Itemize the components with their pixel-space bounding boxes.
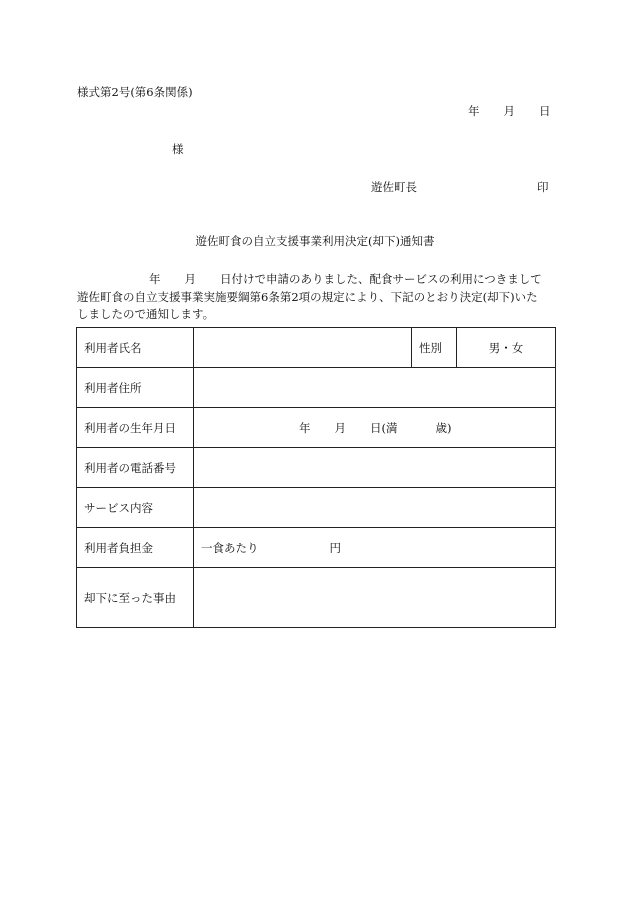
body-line-1-rest: 日付けで申請のありました、配食サービスの利用につきまして (220, 272, 542, 286)
table-row (77, 448, 556, 488)
form-number: 様式第2号(第6条関係) (77, 85, 193, 99)
body-line-3: しましたので通知します。 (77, 307, 215, 321)
table-row (77, 568, 556, 628)
body-month: 月 (184, 272, 196, 286)
recipient-info-table (76, 327, 556, 628)
address-label: 利用者住所 (77, 368, 194, 408)
table-row (77, 328, 556, 368)
cost-prefix: 一食あたり (201, 540, 259, 555)
reason-field[interactable] (194, 568, 556, 628)
issue-date (468, 103, 551, 119)
address-field[interactable] (194, 368, 556, 408)
date-month: 月 (503, 104, 515, 118)
cost-field[interactable] (194, 528, 556, 568)
issuer-title: 遊佐町長 (371, 180, 417, 194)
cost-label: 利用者負担金 (77, 528, 194, 568)
body-line-1 (77, 271, 557, 289)
gender-field[interactable]: 男・女 (457, 328, 556, 368)
body-year: 年 (149, 272, 161, 286)
table-row (77, 488, 556, 528)
birth-month: 月 (334, 420, 346, 435)
notice-body (77, 271, 557, 324)
birth-age: 歳) (435, 420, 452, 435)
phone-field[interactable] (194, 448, 556, 488)
table-row (77, 368, 556, 408)
document-title: 遊佐町食の自立支援事業利用決定(却下)通知書 (195, 234, 435, 248)
birth-field[interactable] (194, 408, 556, 448)
name-label: 利用者氏名 (77, 328, 194, 368)
date-year: 年 (468, 104, 480, 118)
date-day: 日 (539, 104, 551, 118)
gender-label: 性別 (412, 328, 457, 368)
seal-mark: 印 (537, 180, 549, 194)
reason-label: 却下に至った事由 (77, 568, 194, 628)
phone-label: 利用者の電話番号 (77, 448, 194, 488)
birth-year: 年 (299, 420, 311, 435)
service-label: サービス内容 (77, 488, 194, 528)
table-row (77, 408, 556, 448)
birth-day: 日(満 (370, 420, 398, 435)
cost-unit: 円 (329, 540, 341, 555)
body-line-2: 遊佐町食の自立支援事業実施要綱第6条第2項の規定により、下記のとおり決定(却下)いた (77, 289, 538, 304)
birth-label: 利用者の生年月日 (77, 408, 194, 448)
table-row (77, 528, 556, 568)
name-field[interactable] (194, 328, 412, 368)
addressee-suffix: 様 (172, 142, 184, 156)
service-field[interactable] (194, 488, 556, 528)
